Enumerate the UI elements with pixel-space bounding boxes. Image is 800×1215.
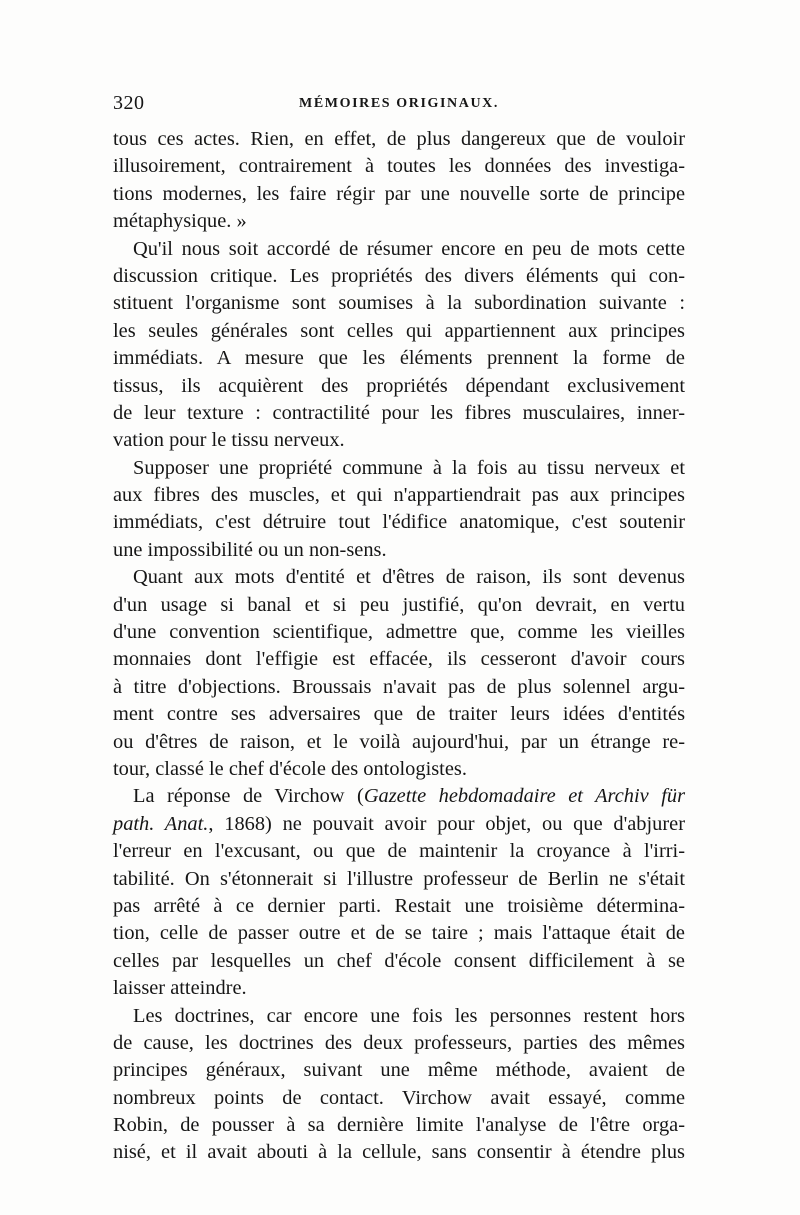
text-line: pas arrêté à ce dernier parti. Restait une troisième détermina-	[113, 894, 685, 917]
text-line: tour, classé le chef d'école des ontologistes.	[113, 757, 467, 780]
text-line: à titre d'objections. Broussais n'avait pas de plus solennel argu-	[113, 675, 685, 698]
text-line: immédiats, c'est détruire tout l'édifice anatomique, c'est soutenir	[113, 511, 685, 534]
text-line: de leur texture : contractilité pour les fibres musculaires, inner-	[113, 401, 685, 424]
text-line: d'un usage si banal et si peu justifié, qu'on devrait, en vertu	[113, 593, 685, 616]
text-line: tabilité. On s'étonnerait si l'illustre professeur de Berlin ne s'était	[113, 867, 685, 890]
journal-title: path. Anat.	[113, 812, 209, 835]
text-line: tous ces actes. Rien, en effet, de plus dangereux que de vouloir	[113, 128, 685, 150]
journal-title: Gazette hebdomadaire et Archiv für	[363, 785, 685, 808]
paragraph	[113, 1003, 685, 1167]
text-line: Quant aux mots d'entité et d'êtres de raison, ils sont devenus	[133, 566, 685, 589]
text-line: de cause, les doctrines des deux professeurs, parties des mêmes	[113, 1031, 685, 1054]
text-line: tions modernes, les faire régir par une nouvelle sorte de principe	[113, 182, 685, 205]
text-line: nombreux points de contact. Virchow avait essayé, comme	[113, 1086, 685, 1109]
text-line: Robin, de pousser à sa dernière limite l'analyse de l'être orga-	[113, 1114, 685, 1137]
text-line: Qu'il nous soit accordé de résumer encore en peu de mots cette	[133, 237, 685, 260]
paragraph	[113, 236, 685, 455]
text-line: illusoirement, contrairement à toutes les données des investiga-	[113, 155, 685, 178]
text-line: monnaies dont l'effigie est effacée, ils cesseront d'avoir cours	[113, 648, 685, 671]
text-line: nisé, et il avait abouti à la cellule, sans consentir à étendre plus	[113, 1141, 685, 1164]
paragraph	[113, 783, 685, 1002]
text-line: discussion critique. Les propriétés des divers éléments qui con-	[113, 264, 685, 287]
text-line: Les doctrines, car encore une fois les personnes restent hors	[133, 1004, 685, 1027]
text-line: une impossibilité ou un non-sens.	[113, 538, 387, 561]
text-line: celles par lesquelles un chef d'école consent difficilement à se	[113, 949, 685, 972]
paragraph	[113, 455, 685, 565]
body-text	[113, 126, 685, 1167]
paragraph	[113, 126, 685, 236]
paragraph	[113, 564, 685, 783]
text-line: Supposer une propriété commune à la fois au tissu nerveux et	[133, 456, 685, 479]
text-line: tion, celle de passer outre et de se taire ; mais l'attaque était de	[113, 922, 685, 945]
text-line: principes généraux, suivant une même méthode, avaient de	[113, 1059, 685, 1082]
text-line: vation pour le tissu nerveux.	[113, 429, 345, 452]
text-line: ment contre ses adversaires que de traiter leurs idées d'entités	[113, 703, 685, 726]
text-line: les seules générales sont celles qui appartiennent aux principes	[113, 319, 685, 342]
text-line: ou d'êtres de raison, et le voilà aujourd'hui, par un étrange re-	[113, 730, 685, 753]
text-run: , 1868) ne pouvait avoir pour objet, ou que d'abjurer	[208, 812, 685, 835]
text-line: immédiats. A mesure que les éléments prennent la forme de	[113, 347, 685, 370]
text-line: stituent l'organisme sont soumises à la subordination suivante :	[113, 292, 685, 315]
running-head	[113, 92, 685, 122]
text-run: La réponse de Virchow (	[133, 785, 364, 808]
running-title: MÉMOIRES ORIGINAUX.	[299, 96, 499, 111]
page-number: 320	[113, 92, 145, 114]
text-line: d'une convention scientifique, admettre que, comme les vieilles	[113, 621, 685, 644]
text-line: tissus, ils acquièrent des propriétés dépendant exclusivement	[113, 374, 685, 397]
text-line: aux fibres des muscles, et qui n'appartiendrait pas aux principes	[113, 484, 685, 507]
text-line	[113, 811, 685, 838]
text-line: l'erreur en l'excusant, ou que de maintenir la croyance à l'irri-	[113, 840, 685, 863]
text-line: laisser atteindre.	[113, 977, 247, 1000]
text-line	[113, 783, 685, 810]
text-line: métaphysique. »	[113, 210, 247, 233]
